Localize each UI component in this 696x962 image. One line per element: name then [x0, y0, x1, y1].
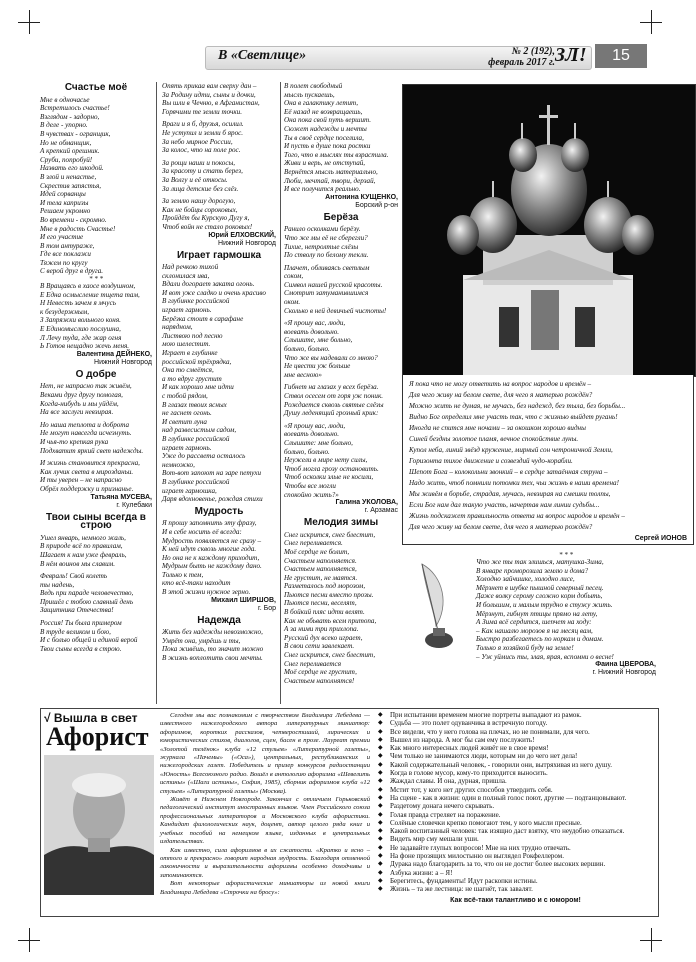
crop-mark: [29, 10, 30, 34]
poem-line: играет гармонь.: [162, 443, 212, 452]
poem-line: Не грустит, не маятся.: [284, 573, 358, 582]
poem-body: [40, 382, 152, 493]
poem-line: Враги и я б, друзья, осилил.: [162, 120, 244, 129]
poem-line: Даже волку серому сложно корм добыть,: [476, 592, 603, 601]
aphorism-item: ◆ На фоне прозящих милостыню он выглядел Рокфеллером.: [378, 852, 653, 860]
poem-line: Вернётся мысль материально,: [284, 167, 378, 176]
article-paragraph: Вот некоторые афористические миниатюры из новой книги Владимира Лебедева «Строчки на бросу»:: [160, 880, 370, 896]
poem-line: Чтоб войн не стало роковых!: [162, 222, 253, 231]
aphorism-item: ◆ Дурака надо благодарить за то, что он не достиг более высоких вершин.: [378, 860, 653, 868]
poem-line: Снег искрится, снег блестит,: [284, 530, 376, 539]
poem-line: В злой и ненастье,: [40, 172, 97, 181]
poem-line: с тобой рядом,: [162, 392, 208, 400]
poem-line: нарядном,: [162, 323, 193, 332]
aphorism-item: ◆ Какой воспитанный человек: так изящно даст взятку, что неудобно отказаться.: [378, 827, 653, 835]
poem-line: Разметалось под морозом,: [284, 582, 366, 591]
poem-line: Русский дух всеко играет,: [284, 633, 363, 642]
column-3: [284, 82, 398, 685]
poem-line: Что же ты так злишься, матушка-Зима,: [476, 558, 604, 566]
page-number: 15: [595, 44, 647, 68]
poem-line: Шагает к нам уже февраль,: [40, 550, 127, 559]
poem-line: Надо жить, чтоб помнили потомки тех, чьи жизнь в наши времена!: [409, 479, 619, 487]
poem-line: Холодно зайчишке, холодно лисе,: [476, 575, 575, 584]
poem-line: За красоту и стать берез,: [162, 167, 243, 176]
poem-line: Её назад не возвращаешь,: [284, 107, 363, 116]
poem-line: Купол неба, линий звёзд кружение, мирный сон четроничной Земли,: [409, 446, 613, 454]
poem-line: В глубинке российской: [162, 297, 230, 306]
poem-line: оком.: [284, 298, 301, 307]
poem-line: В полет свободный: [284, 82, 343, 90]
author-photo: [44, 755, 154, 895]
separator: * * *: [559, 551, 573, 559]
poem-line: И чья-то крепкая рука: [40, 437, 109, 446]
aphorism-item: ◆ Солёные словечки крепко помогают тем, у кого мысли пресные.: [378, 819, 653, 827]
poem-line: Уже до рассвета осталось: [162, 452, 246, 461]
poem-line: кто всё-таки находит: [162, 579, 231, 588]
poem-line: Слышите, мне больно,: [284, 336, 353, 345]
aphorism-item: ◆ Когда в голове мусор, кому-то приходится выносить.: [378, 769, 653, 777]
poem-line: Когда-нибудь и мы уйдём,: [40, 399, 119, 408]
crop-mark: [651, 928, 652, 952]
poem-line: Даря вдохновенье, рождая стихи: [162, 495, 263, 504]
poem-line: Что же вы надевали со мною?: [284, 353, 378, 362]
poem-line: Л Лечу туда, где жар огня: [40, 333, 122, 342]
poem-title: Берёза: [323, 211, 359, 223]
poem-line: Счастьем наполняется,: [284, 565, 357, 574]
poem-body: [162, 82, 276, 232]
poem-line: Чтоб осколки злые не косили,: [284, 473, 374, 482]
poem-line: Февраль! Свой колеть: [40, 572, 108, 581]
poem-line: И все получится реально.: [284, 185, 361, 194]
poem-line: Она пока свой путь вершит.: [284, 116, 371, 125]
poem-city: г. Бор: [258, 604, 276, 612]
issue-date: февраль 2017 г.: [488, 57, 555, 68]
article-paragraph: Живёт в Нижнем Новгороде. Закончил с отличием Горьковский педагогический институт иностранных языков. Член Российского союза профессиональных литераторов и Московского клуба афористики. Кандидат филологических наук, доцент, автор целого ряда книг и учебных пособий на немецком языке, изданных в центральных издательствах.: [160, 796, 370, 846]
poem-line: Живи и верь, не отступай,: [284, 159, 366, 168]
poem-line: Как лучик света в мирозданьи.: [40, 467, 134, 476]
poem-line: Жизнь подскажет правильность ответа на вопрос народов и времён –: [409, 512, 625, 520]
poem-line: Вы шли в Чечню, в Афганистан,: [162, 99, 260, 108]
poem-line: Только к тем,: [162, 570, 204, 579]
poem-line: Ь Готов нещадно жечь меня.: [40, 342, 130, 351]
poem-line: Пришёл с тобою славный день: [40, 597, 134, 606]
poem-line: Играет в глубинке: [162, 349, 218, 358]
poem-line: Берёзка стоит в сарафане: [162, 314, 244, 323]
poem-line: И большим, и малым трудно в стужу жить.: [476, 600, 613, 609]
crop-mark: [29, 928, 30, 952]
poem-line: Сруби, попробуй!: [40, 155, 93, 164]
poem-line: С верой друг в друга.: [40, 267, 104, 276]
poem-author: Антонина КУЩЕНКО,: [325, 193, 398, 201]
crop-mark: [651, 10, 652, 34]
poem-line: И вот уже сладко и очень красиво: [162, 288, 266, 297]
aphorism-item: ◆ Раздетому донага нечего скрывать.: [378, 802, 653, 810]
poem-line: склонилася ива,: [162, 271, 210, 280]
poem-line: Пройдёт бы Курскую Дугу я,: [162, 214, 250, 223]
aphorism-item: ◆ При испытании временем многие портреты выпадают из рамок.: [378, 711, 653, 719]
poem-line: Обрёл поддержку и признанье.: [40, 484, 134, 493]
poem-line: Е Една осмысление тщета там,: [40, 290, 140, 299]
poem-line: Душу леденящий грозный крик:: [284, 409, 379, 418]
poem-line: – Уж уймись ты, злая, ярая, вспомни о весне!: [476, 652, 614, 661]
poem-line: российской трёхрядка,: [162, 357, 232, 366]
poem-line: мою шелестит.: [162, 340, 211, 349]
poem-line: За колос, что на поле рос.: [162, 146, 241, 155]
poem-line: В Вращаясь в хаосе воздушном,: [40, 282, 136, 291]
poem-line: Россия! Ты была примером: [40, 619, 122, 628]
poem-line: Ствол осесем от горя уж поник.: [284, 392, 384, 400]
poem-line: По стволу по белому текли.: [284, 251, 369, 260]
poem-line: воевать довольно.: [284, 327, 340, 336]
aphorism-item: ◆ Судьба — это полет одуванчика в встречную погоду.: [378, 719, 653, 727]
poem-line: Символ нашей русской красоты.: [284, 280, 383, 289]
poem-line: больно, больно.: [284, 345, 330, 354]
quill-inkwell-illustration: [404, 556, 474, 651]
poem-line: Решаем укромно: [40, 207, 91, 216]
poem-line: В глубинке российской: [162, 477, 230, 486]
author-photo: [44, 755, 154, 895]
poem-line: соком,: [284, 272, 304, 281]
poem-line: Мне в одночасье: [40, 95, 90, 104]
poem-line: Если Бог нам дал такую участь, начертав нам линии судьбы...: [409, 501, 600, 509]
poem-line: Что же мы её не сберегли?: [284, 233, 368, 242]
poem-title: Надежда: [197, 614, 241, 626]
poem-city: Нижний Новгород: [218, 239, 276, 247]
poem-line: Тяжем по кругу: [40, 258, 88, 267]
article-paragraph: Как известно, сила афоризмов в их сжатости. «Кратко и ясно – оттого и прекрасно» говорит народная мудрость. Благодаря отменной лаконичности и выразительности афоризмы особенно доходчивы и запоминаются.: [160, 846, 370, 879]
aphorism-item: ◆ Чем только не занимаются люди, которым ни до чего нет дела!: [378, 752, 653, 760]
poem-line: Видно Бог определил мне участь так, что с жизнью выйдет ругань!: [409, 413, 618, 421]
poem-author: Сергей ИОНОВ: [634, 535, 687, 542]
poem-line: Мудрость появляется не сразу –: [162, 536, 262, 545]
poem-line: В природе всё по правилам,: [40, 542, 123, 551]
poem-line: Мёрзнут, гибнут птицы прямо на лету,: [476, 609, 598, 618]
poem-line: Пьются песни вместо прозы.: [284, 590, 374, 599]
poem-author: Юрий ЕЛХОВСКИЙ,: [208, 231, 276, 239]
poem-line: И ты уверен – не напрасно: [40, 476, 122, 485]
poem-body: [162, 263, 276, 504]
aphorism-item: ◆ Берегитесь, фундаменты! Идут раскопки истины.: [378, 877, 653, 885]
poem-line: В нём воинов мы славим.: [40, 559, 115, 568]
poem-line: З Запряжки вольного коня.: [40, 316, 121, 325]
poem-line: – Как нашалю морозов я на месяц вам,: [476, 626, 593, 635]
article-body: [160, 712, 370, 897]
poem-line: Ты в своё сердце поселила,: [284, 133, 364, 142]
poem-line: В свои сети завлекает.: [284, 642, 355, 651]
poem-line: Люби, мечтай, твори, дерзай,: [284, 176, 376, 185]
aphorism-item: ◆ Голая правда стреляет на поражение.: [378, 811, 653, 819]
poem-body: [284, 225, 398, 499]
poem-line: ты надень,: [40, 580, 75, 589]
poem-author: Фаина ЦВЕРОВА,: [595, 661, 656, 669]
poem-line: Плачет, обливаясь светлым: [284, 263, 370, 272]
poem-line: Нет, не напрасно так живём,: [40, 382, 132, 391]
poem-line: Быстро разбегаетесь по норкам и домам.: [476, 635, 604, 644]
poem-line: Синей бездны золотое пламя, вечное спокойствие луны.: [409, 435, 579, 443]
poem-line: И пусть в душе пока ростки: [284, 142, 371, 151]
poem-line: В бойкий пляс идти велят.: [284, 608, 365, 617]
poem-body: [40, 96, 152, 276]
poem-line: За Родину идти, сыны и дочки,: [162, 90, 256, 99]
column-divider: [156, 82, 157, 704]
poem-line: Над речкою тихой: [162, 263, 219, 272]
poem-line: Опять прикаа вам сверху дан –: [162, 82, 257, 90]
poem-line: И в себе носить её всегда:: [162, 527, 242, 536]
poem-city: г. Кулебаки: [116, 501, 152, 509]
poem-line: Шепот Бога – колокольни звонкий – в сердце затаённая струна –: [409, 468, 608, 476]
poem-line: В деле - упорно.: [40, 121, 88, 130]
poem-line: «Я прошу вас, люди,: [284, 421, 346, 430]
poem-line: Смотрит затуманившимся: [284, 289, 369, 298]
poem-line: За лица детские без слёз.: [162, 184, 239, 193]
poem-line: Во времени - скромно.: [40, 215, 107, 224]
aphorist-article: [160, 712, 370, 897]
poem-line: Как не обьвать всем притопа,: [284, 616, 377, 625]
poem-line: Веками друг другу помогая,: [40, 391, 123, 399]
poem-line: К ней идут сквозь многие года.: [162, 545, 257, 554]
poem-line: Но она не к каждому приходит,: [162, 553, 260, 562]
poem-line: Мудрым быть не каждому дано.: [162, 562, 262, 571]
poem-line: За небо мирное России,: [162, 137, 233, 146]
poem-line: Моё сердце не грустит,: [284, 668, 357, 677]
poem-line: Того, что в мыслях ты взрастила.: [284, 150, 389, 159]
section-label: √ Вышла в свет: [44, 711, 138, 725]
poem-line: Чтобы все могли: [284, 481, 336, 490]
poem-line: Твои сыны всегда в строю.: [40, 644, 122, 653]
aphorism-item: ◆ Видеть мир сму мешали уши.: [378, 835, 653, 843]
poem-city: Нижний Новгород: [94, 358, 152, 366]
poem-line: Гибнет на глазах у всех берёза.: [284, 383, 379, 392]
poem-line: Слышите: мне больно,: [284, 438, 353, 447]
church-photo: [403, 85, 695, 376]
poem-line: Неужели в мире нету силы,: [284, 456, 368, 465]
poem-line: Ранило осколками берёзу.: [284, 225, 361, 234]
poem-line: За Волгу и её откосы.: [162, 175, 228, 184]
poem-line: Горячими те земли точки.: [162, 107, 242, 116]
poem-line: спокойно жить?»: [284, 490, 339, 499]
poem-line: Пока живёшь, то значит можно: [162, 645, 264, 654]
aphorism-item: ◆ Не задавайте глупых вопросов! Мне на них трудно отвечать.: [378, 844, 653, 852]
poem-city: г. Арзамас: [364, 507, 398, 515]
poem-line: а то вдруг грустит: [162, 374, 222, 383]
aphorism-item: ◆ Мстит тот, у кого нет других способов утвердить себя.: [378, 786, 653, 794]
poem-line: В январе проморозила землю и дома?: [476, 566, 589, 575]
poem-line: Как не бойцы сороковых,: [162, 205, 238, 214]
poem-line: Снег искрится, снег блестит,: [284, 651, 376, 660]
aphorism-item: ◆ Жаждал славы. И она, дурная, пришла.: [378, 777, 653, 785]
church-photo: [402, 84, 696, 377]
poem-line: Мне в радость Счастье!: [40, 224, 116, 233]
aphorism-item: ◆ Какой содержательный человек, - говорили они, вытряхивая из него душу.: [378, 761, 653, 769]
poem-line: мне весною»: [284, 370, 322, 379]
column-divider: [280, 82, 281, 704]
framed-poem: [402, 375, 694, 545]
poem-line: Только я хозяйкой буду на земле!: [476, 643, 574, 652]
poem-title: О добре: [75, 368, 117, 380]
poem-line: В том антураже,: [40, 241, 95, 250]
poem-line: И его участие: [40, 233, 84, 242]
poem-line: Для чего живу на белом свете, для чего я матерью рождён?: [409, 523, 593, 531]
issue-info: [440, 46, 555, 68]
aphorism-list: [378, 711, 653, 905]
poem-line: мысль пускаешь,: [284, 90, 335, 99]
poem-line: Ведь при параде человечество,: [40, 589, 134, 598]
poem-line: Листвою под песню: [162, 331, 223, 340]
poem-line: Счастьем наполняется.: [284, 556, 357, 565]
poem-line: Но не обманщик,: [40, 138, 92, 147]
poem-title: Мелодия зимы: [303, 517, 379, 529]
poem-body: [162, 628, 276, 662]
poem-line: За землю нашу дорогую,: [162, 197, 236, 206]
poem-line: В труде великом и бою,: [40, 627, 111, 636]
poem-title: Играет гармошка: [176, 249, 262, 261]
poem-line: Вот-вот запоют на заре петухи: [162, 469, 262, 478]
poem-line: Тихие, нетролтые слёзы: [284, 242, 359, 251]
poem-line: Скрестив запястья,: [40, 181, 102, 190]
column-1: [40, 80, 152, 653]
poem-line: Защитника Отечества!: [40, 606, 114, 615]
poem-line: На все заслуги невзирая.: [40, 408, 114, 417]
poem-line: не гаснет огонь.: [162, 409, 212, 418]
poem-line: Сюжет надежды и мечты: [284, 124, 367, 133]
acrostic-poem: [40, 282, 152, 351]
aphorism-item: ◆ На сцене - как в жизни: один в полный голос поют, другие — подтанцовывают.: [378, 794, 653, 802]
poem-city: Борский р-он: [355, 201, 398, 209]
poem-title: Мудрость: [194, 505, 244, 517]
poem-line: играет гармошка,: [162, 486, 217, 495]
poem-line: Я пока что не могу ответить на вопрос народов и времён –: [409, 380, 592, 388]
poem-line: А за ними три прихлопа.: [284, 625, 359, 634]
poem-title: Счастье моё: [64, 82, 128, 93]
poem-line: Подхватит яркий свет надежды.: [40, 446, 144, 455]
poem-line: Снег переливается.: [284, 539, 343, 548]
poem-line: И тела капризы: [40, 198, 89, 207]
poem-body: [284, 82, 398, 194]
poem-line: Не цвести уж больше: [284, 362, 351, 371]
quill-icon: [404, 556, 474, 651]
poem-line: Я прошу запомнить эту фразу,: [162, 519, 257, 528]
poem-line: Мы живём в борьбе, страдая, мучась, невзирая на смешки толпы,: [409, 490, 611, 498]
poem-line: Не могут навсегда исчезнуть.: [40, 429, 132, 438]
aphorism-item: ◆ Азбука жизни: а – Я!: [378, 869, 653, 877]
aphorism-item: ◆ Жизнь – та же лестница: не шагнёт, так завалят.: [378, 885, 653, 893]
poem-line: Ушел январь, немного жаль,: [40, 533, 126, 542]
poem-line: Мёрзнет в шубке пышной северный песец.: [476, 583, 604, 592]
poem-line: Счастьем наполнятся!: [284, 676, 355, 685]
poem-line: больно, больно.: [284, 447, 330, 456]
poem-line: В чувствах - огранщик,: [40, 129, 111, 138]
poem-line: Горизонта тихое движение и созвездий чудо-корабли.: [409, 457, 573, 465]
aphorism-conclusion: Как всё-таки талантливо и с юмором!: [450, 896, 581, 904]
poem-line: А крепкий орешник.: [40, 147, 100, 156]
poem-city: г. Нижний Новгород: [592, 669, 656, 677]
poem-line: За рощи наши и покосы,: [162, 158, 236, 167]
aphorism-item: ◆ Вышел из народа. А мог бы сам ему послужить!: [378, 736, 653, 744]
poem-line: В этой жизни нужное зерно.: [162, 588, 251, 597]
section-title: В «Светлице»: [218, 48, 307, 63]
poem-line: Назвать его шкодой.: [40, 164, 104, 173]
column-4: [476, 552, 656, 677]
poem-body: [284, 531, 398, 686]
poem-line: Она в галактику летит,: [284, 99, 359, 108]
aphorism-item: ◆ Как много интересных людей живёт не в свое время!: [378, 744, 653, 752]
poem-line: «Я прошу вас, люди,: [284, 319, 346, 328]
poem-line: Взглядом - задорно,: [40, 112, 100, 121]
poem-line: Вдали догорает заката огонь.: [162, 280, 255, 289]
poem-line: к безудержным,: [40, 307, 89, 316]
newspaper-logo: ЗЛ!: [555, 44, 587, 66]
poem-line: воевать довольно.: [284, 430, 340, 439]
poem-line: В жизнь воплотить свои мечты.: [162, 654, 263, 663]
poem-line: Не уступил и земли б ярос.: [162, 128, 244, 137]
poem-line: Можно жить не думая, не мучась, без надежд, без тыла, без борьбы...: [409, 402, 626, 410]
poem-line: Чтоб могла грозу остановить.: [284, 464, 379, 473]
poem-line: Умрёт она, умрёшь и ты,: [162, 636, 241, 645]
poem-line: Жить без надежды невозможно,: [162, 628, 263, 637]
poem-body: [40, 534, 152, 654]
aphorism-item: ◆ Все видели, что у него голова на плечах, но не понимали, для чего.: [378, 728, 653, 736]
poem-line: И жизнь становится прекрасна,: [40, 459, 140, 468]
poem-line: Е Единомыслию послушна,: [40, 325, 121, 334]
poem-body: [476, 558, 656, 661]
poem-line: Для чего живу на белом свете, для чего я матерью рождён?: [409, 391, 593, 399]
poem-author: Валентина ДЕЙНЕКО,: [76, 350, 152, 358]
poem-line: Где все поклажи: [40, 250, 91, 259]
poem-line: Рождается сквозь святые слёзы: [284, 400, 384, 409]
poem-line: Снег переливается: [284, 659, 341, 668]
poem-line: Идей сорванцы: [40, 190, 86, 199]
poem-line: немножко,: [162, 460, 195, 469]
poem-line: над развесистым садом,: [162, 426, 237, 435]
poem-line: Моё сердце не болит,: [284, 547, 350, 556]
poem-line: И как хорошо мне идти: [162, 383, 234, 392]
poem-line: И светит луна: [162, 417, 207, 426]
poem-line: Иногда не спится мне ночами – за окошком хорошо видны: [409, 424, 586, 432]
section-heading: Афорист: [46, 722, 149, 751]
separator: * * *: [89, 275, 103, 284]
article-paragraph: Сегодня мы вас познакомим с творчеством Владимира Лебедева — известного нижегородского автора литературных миниатюр: афоризмов, коротких рассказов, четверостиший, лирических и юмористических стихов, диалогов, сцен, басен в прозе. Лауреат премии «Золотой телёнок» клуба «12 стульев» «Литературной газеты», журнала «Пачемы» («Оса»), центральных, республиканских и нижегородских газет. Победитель и призер конкурсов радиостанции «Юность» Всесоюзного радио. Вошёл в антологию афоризма «Шевелить истины» («Шаги истины», София, 1985), сборник афоризмов клуба «12 стульев» «Литературной газеты» (Москва).: [160, 712, 370, 795]
poem-body: [162, 519, 276, 596]
column-2: [162, 82, 276, 663]
poem-line: играет гармонь.: [162, 306, 212, 315]
poem-line: Встретилось счастье!: [40, 104, 110, 113]
issue-number: № 2 (192),: [511, 46, 555, 57]
poem-line: Н Невесть зачем я мчусь: [40, 299, 116, 308]
poem-line: Но наша теплота и доброта: [40, 420, 130, 429]
poem-author: Михаил ШИРШОВ,: [211, 596, 276, 604]
poem-author: Галина УКОЛОВА,: [335, 499, 398, 507]
poem-line: В глубинке российской: [162, 434, 230, 443]
poem-line: В глазах твоих ясных: [162, 400, 227, 409]
poem-author: Татьяна МУСЕВА,: [90, 493, 152, 501]
poem-line: Пьются песни, веселят,: [284, 599, 357, 608]
poem-line: Она то смеётся,: [162, 366, 214, 375]
poem-body: [409, 379, 687, 533]
poem-line: Сколько в ней девичьей чистоты!: [284, 306, 387, 315]
poem-title: Твои сыны всегда в строю: [46, 511, 146, 532]
poem-line: А Зима всё сердится, шепчет на ходу:: [476, 618, 592, 627]
poem-line: И с болью общей и единой верой: [40, 636, 138, 645]
